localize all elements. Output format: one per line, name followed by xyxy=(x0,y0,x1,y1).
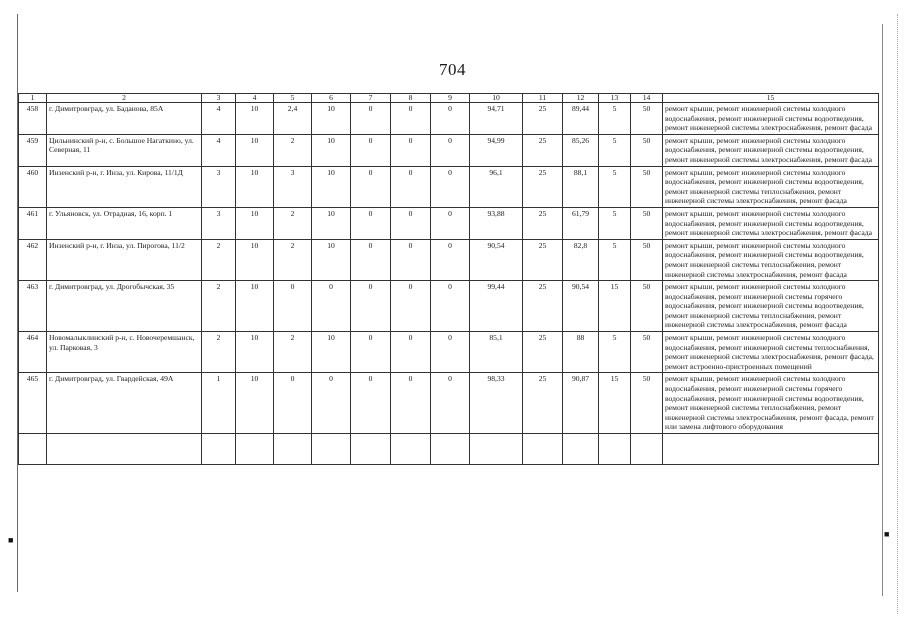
value-cell: 10 xyxy=(236,134,274,166)
value-cell: 0 xyxy=(431,332,470,373)
value-cell: 0 xyxy=(431,281,470,332)
value-cell: 90,54 xyxy=(563,281,599,332)
building-address: г. Димитровград, ул. Дрогобычская, 35 xyxy=(47,281,202,332)
value-cell: 50 xyxy=(631,134,663,166)
value-cell: 0 xyxy=(351,134,391,166)
repair-works-list: ремонт крыши, ремонт инженерной системы холодного водоснабжения, ремонт инженерной системы водоотведения, ремонт инженерной системы электроснабжения, ремонт фасада xyxy=(663,103,879,135)
value-cell: 0 xyxy=(351,239,391,280)
building-address: Инзенский р-н, г. Инза, ул. Пирогова, 11/2 xyxy=(47,239,202,280)
value-cell: 3 xyxy=(274,166,312,207)
column-number-header xyxy=(19,94,879,103)
value-cell: 2 xyxy=(274,207,312,239)
value-cell: 0 xyxy=(312,373,351,434)
value-cell: 5 xyxy=(599,207,631,239)
table-row xyxy=(19,239,879,280)
value-cell: 2 xyxy=(274,332,312,373)
table-row xyxy=(19,281,879,332)
column-number-6: 6 xyxy=(312,94,351,103)
value-cell: 2 xyxy=(274,239,312,280)
repair-works-list: ремонт крыши, ремонт инженерной системы холодного водоснабжения, ремонт инженерной системы водоотведения, ремонт инженерной системы электроснабжения, ремонт фасада xyxy=(663,134,879,166)
value-cell: 0 xyxy=(431,166,470,207)
value-cell: 0 xyxy=(431,103,470,135)
value-cell: 90,87 xyxy=(563,373,599,434)
value-cell: 0 xyxy=(274,281,312,332)
value-cell: 2 xyxy=(274,134,312,166)
row-number: 460 xyxy=(19,166,47,207)
value-cell: 5 xyxy=(599,134,631,166)
value-cell: 94,71 xyxy=(470,103,523,135)
value-cell: 10 xyxy=(236,103,274,135)
value-cell: 4 xyxy=(202,103,236,135)
value-cell: 15 xyxy=(599,373,631,434)
right-margin-rule xyxy=(882,24,883,596)
building-address: Новомалыклинский р-н, с. Новочеремшанск, ул. Парковая, 3 xyxy=(47,332,202,373)
row-number: 463 xyxy=(19,281,47,332)
value-cell: 5 xyxy=(599,239,631,280)
value-cell: 0 xyxy=(391,281,431,332)
column-number-13: 13 xyxy=(599,94,631,103)
value-cell: 89,44 xyxy=(563,103,599,135)
value-cell: 5 xyxy=(599,332,631,373)
value-cell: 10 xyxy=(312,166,351,207)
value-cell: 0 xyxy=(351,103,391,135)
value-cell: 25 xyxy=(523,166,563,207)
table-row xyxy=(19,207,879,239)
repair-works-list: ремонт крыши, ремонт инженерной системы холодного водоснабжения, ремонт инженерной системы водоотведения, ремонт инженерной системы теплоснабжения, ремонт инженерной системы электроснабжения, ремонт фасада xyxy=(663,239,879,280)
value-cell: 0 xyxy=(391,166,431,207)
value-cell: 10 xyxy=(312,207,351,239)
value-cell: 10 xyxy=(236,166,274,207)
value-cell: 50 xyxy=(631,207,663,239)
value-cell: 0 xyxy=(431,207,470,239)
value-cell: 25 xyxy=(523,373,563,434)
value-cell: 10 xyxy=(236,332,274,373)
value-cell: 5 xyxy=(599,166,631,207)
column-number-8: 8 xyxy=(391,94,431,103)
value-cell: 0 xyxy=(391,207,431,239)
value-cell: 10 xyxy=(312,239,351,280)
column-number-12: 12 xyxy=(563,94,599,103)
value-cell: 94,99 xyxy=(470,134,523,166)
value-cell: 0 xyxy=(351,166,391,207)
value-cell: 85,26 xyxy=(563,134,599,166)
value-cell: 25 xyxy=(523,332,563,373)
column-number-14: 14 xyxy=(631,94,663,103)
value-cell: 0 xyxy=(391,134,431,166)
value-cell: 0 xyxy=(351,281,391,332)
building-address: г. Димитровград, ул. Баданова, 85А xyxy=(47,103,202,135)
value-cell: 98,33 xyxy=(470,373,523,434)
building-address: г. Димитровград, ул. Гвардейская, 49А xyxy=(47,373,202,434)
value-cell: 0 xyxy=(391,103,431,135)
value-cell: 50 xyxy=(631,281,663,332)
table-tail xyxy=(19,434,879,465)
row-number: 459 xyxy=(19,134,47,166)
building-address: Цильнинский р-н, с. Большое Нагаткино, ул. Северная, 11 xyxy=(47,134,202,166)
left-margin-mark-icon: ■ xyxy=(8,535,14,545)
value-cell: 2 xyxy=(202,332,236,373)
table-row xyxy=(19,373,879,434)
column-number-4: 4 xyxy=(236,94,274,103)
building-address: г. Ульяновск, ул. Отрадная, 16, корп. 1 xyxy=(47,207,202,239)
value-cell: 4 xyxy=(202,134,236,166)
value-cell: 10 xyxy=(312,332,351,373)
table-body xyxy=(19,103,879,434)
value-cell: 3 xyxy=(202,166,236,207)
value-cell: 10 xyxy=(236,281,274,332)
value-cell: 50 xyxy=(631,103,663,135)
value-cell: 0 xyxy=(431,373,470,434)
value-cell: 99,44 xyxy=(470,281,523,332)
table-row xyxy=(19,166,879,207)
value-cell: 0 xyxy=(312,281,351,332)
repair-program-table xyxy=(18,93,879,465)
building-address: Инзенский р-н, г. Инза, ул. Кирова, 11/1Д xyxy=(47,166,202,207)
value-cell: 5 xyxy=(599,103,631,135)
value-cell: 10 xyxy=(312,134,351,166)
column-number-1: 1 xyxy=(19,94,47,103)
repair-works-list: ремонт крыши, ремонт инженерной системы холодного водоснабжения, ремонт инженерной системы горячего водоснабжения, ремонт инженерной системы водоотведения, ремонт инженерной системы теплоснабжения, ремонт инженерной системы электроснабжения, ремонт фасада, ремонт или замена лифтового оборудования xyxy=(663,373,879,434)
row-number: 461 xyxy=(19,207,47,239)
value-cell: 50 xyxy=(631,166,663,207)
page-number: 704 xyxy=(439,60,466,79)
table-row xyxy=(19,134,879,166)
value-cell: 0 xyxy=(351,332,391,373)
value-cell: 25 xyxy=(523,281,563,332)
column-number-15: 15 xyxy=(663,94,879,103)
value-cell: 85,1 xyxy=(470,332,523,373)
value-cell: 0 xyxy=(391,239,431,280)
value-cell: 10 xyxy=(236,373,274,434)
value-cell: 25 xyxy=(523,239,563,280)
right-margin-mark-icon: ■ xyxy=(884,529,890,539)
value-cell: 0 xyxy=(351,207,391,239)
repair-works-list: ремонт крыши, ремонт инженерной системы холодного водоснабжения, ремонт инженерной системы горячего водоснабжения, ремонт инженерной системы водоотведения, ремонт инженерной системы теплоснабжения, ремонт инженерной системы электроснабжения, ремонт фасада xyxy=(663,281,879,332)
column-number-2: 2 xyxy=(47,94,202,103)
table-row xyxy=(19,103,879,135)
value-cell: 88,1 xyxy=(563,166,599,207)
empty-continuation-row xyxy=(19,434,879,465)
row-number: 464 xyxy=(19,332,47,373)
repair-works-list: ремонт крыши, ремонт инженерной системы холодного водоснабжения, ремонт инженерной системы водоотведения, ремонт инженерной системы теплоснабжения, ремонт инженерной системы электроснабжения, ремонт фасада xyxy=(663,166,879,207)
table-row xyxy=(19,332,879,373)
value-cell: 2 xyxy=(202,281,236,332)
column-number-7: 7 xyxy=(351,94,391,103)
value-cell: 0 xyxy=(431,134,470,166)
column-number-11: 11 xyxy=(523,94,563,103)
value-cell: 10 xyxy=(236,207,274,239)
value-cell: 2,4 xyxy=(274,103,312,135)
row-number: 462 xyxy=(19,239,47,280)
scan-edge-line xyxy=(897,14,899,614)
value-cell: 25 xyxy=(523,103,563,135)
column-number-10: 10 xyxy=(470,94,523,103)
value-cell: 88 xyxy=(563,332,599,373)
value-cell: 61,79 xyxy=(563,207,599,239)
repair-works-list: ремонт крыши, ремонт инженерной системы холодного водоснабжения, ремонт инженерной системы водоотведения, ремонт инженерной системы электроснабжения, ремонт фасада xyxy=(663,207,879,239)
value-cell: 96,1 xyxy=(470,166,523,207)
value-cell: 1 xyxy=(202,373,236,434)
value-cell: 0 xyxy=(351,373,391,434)
row-number: 465 xyxy=(19,373,47,434)
value-cell: 82,8 xyxy=(563,239,599,280)
column-number-3: 3 xyxy=(202,94,236,103)
value-cell: 10 xyxy=(312,103,351,135)
value-cell: 50 xyxy=(631,373,663,434)
value-cell: 0 xyxy=(391,373,431,434)
value-cell: 0 xyxy=(431,239,470,280)
column-number-9: 9 xyxy=(431,94,470,103)
row-number: 458 xyxy=(19,103,47,135)
value-cell: 50 xyxy=(631,332,663,373)
value-cell: 50 xyxy=(631,239,663,280)
column-number-5: 5 xyxy=(274,94,312,103)
value-cell: 90,54 xyxy=(470,239,523,280)
value-cell: 15 xyxy=(599,281,631,332)
repair-works-list: ремонт крыши, ремонт инженерной системы холодного водоснабжения, ремонт инженерной системы теплоснабжения, ремонт инженерной системы электроснабжения, ремонт фасада, ремонт встроенно-пристроенных помещений xyxy=(663,332,879,373)
value-cell: 0 xyxy=(274,373,312,434)
value-cell: 10 xyxy=(236,239,274,280)
value-cell: 0 xyxy=(391,332,431,373)
value-cell: 25 xyxy=(523,134,563,166)
value-cell: 3 xyxy=(202,207,236,239)
value-cell: 93,88 xyxy=(470,207,523,239)
value-cell: 25 xyxy=(523,207,563,239)
value-cell: 2 xyxy=(202,239,236,280)
